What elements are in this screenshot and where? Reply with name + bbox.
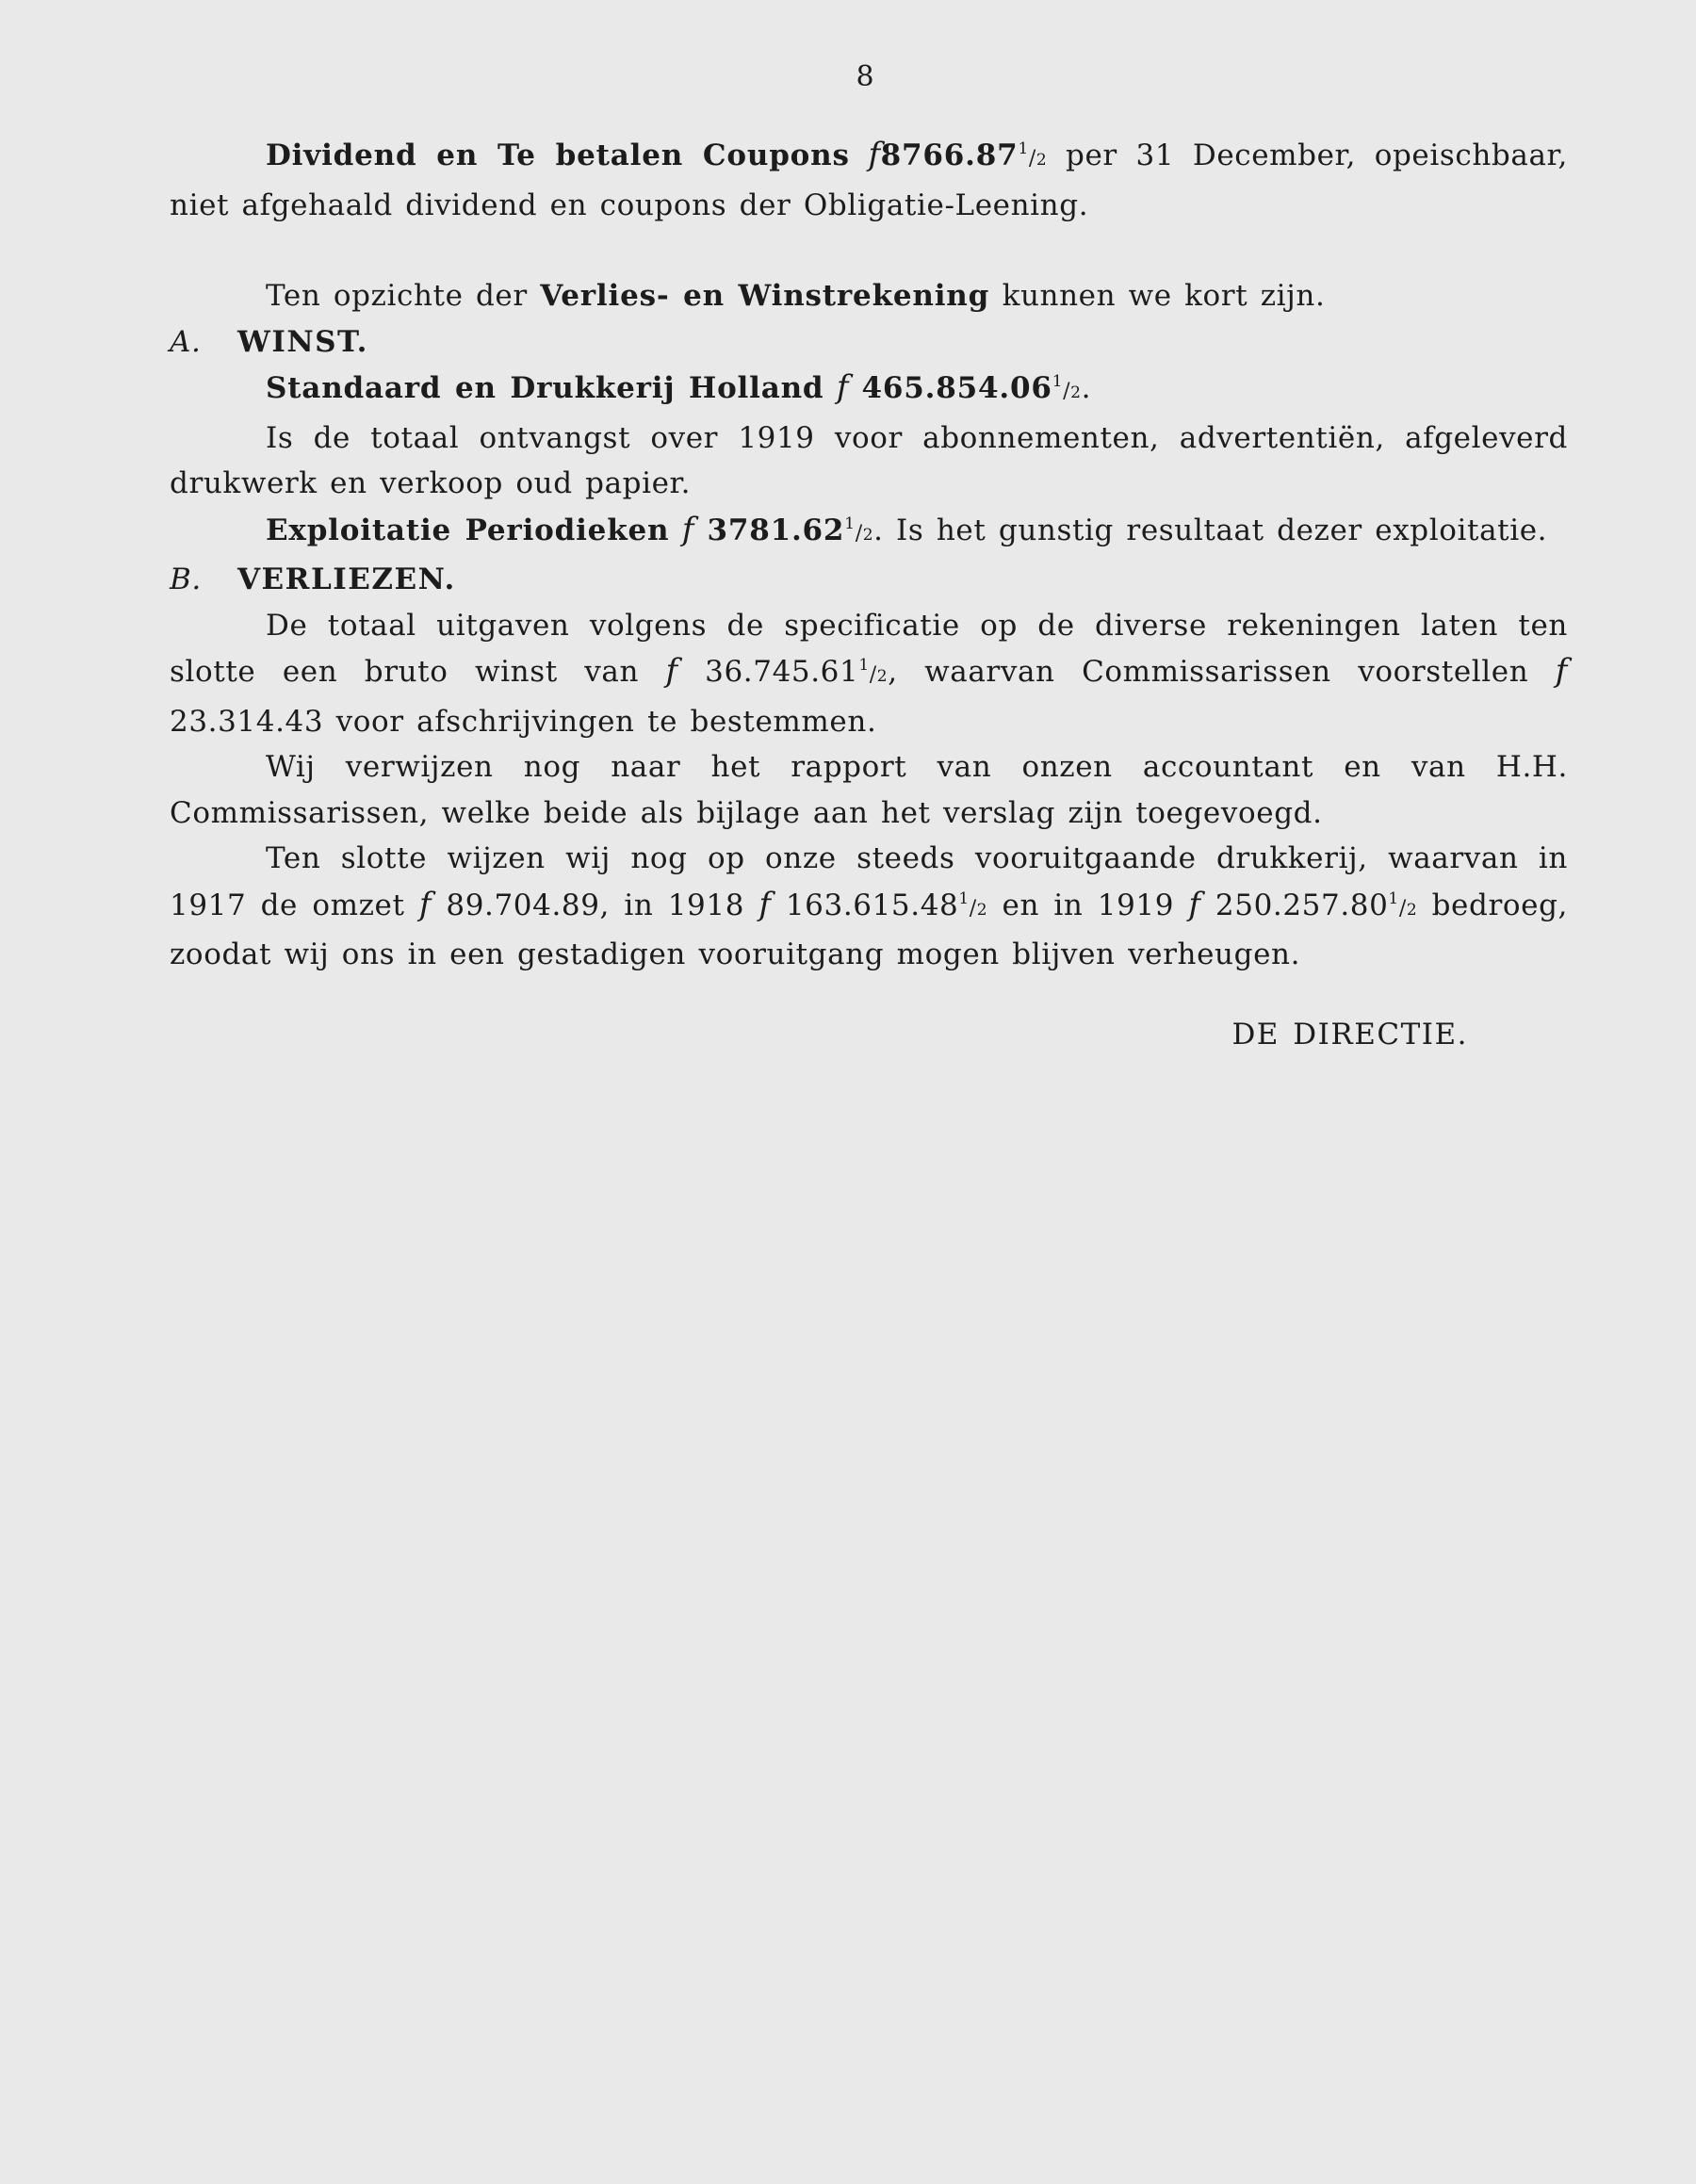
fraction-denominator: 2 bbox=[1070, 383, 1082, 402]
amount: 250.257.80 bbox=[1215, 888, 1389, 922]
bold-term: Standaard en Drukkerij Holland bbox=[266, 371, 824, 405]
guilder-sign: f bbox=[665, 652, 678, 690]
section-heading-verliezen bbox=[170, 557, 1568, 603]
paragraph-uitgaven: De totaal uitgaven volgens de specificatie op de diverse rekeningen laten ten slotte een bruto winst van f 36.745.61$^1$/2, waarvan Commissarissen voorstellen f 23.314.43 voor afschrijvingen te bestemmen. bbox=[170, 608, 1568, 739]
paragraph-text: Is de totaal ontvangst over 1919 voor abonnementen, advertentiën, afgeleverd drukwerk en verkoop oud papier. bbox=[170, 420, 1568, 500]
fraction-denominator: 2 bbox=[1406, 900, 1418, 920]
guilder-sign: f bbox=[868, 136, 881, 173]
fraction-numerator: 1 bbox=[1018, 139, 1029, 158]
paragraph-text: en in 1919 bbox=[987, 888, 1189, 922]
fraction-denominator: 2 bbox=[876, 667, 889, 686]
bold-term: Dividend en Te betalen Coupons bbox=[266, 139, 850, 172]
page-number: 8 bbox=[856, 60, 874, 93]
fraction-denominator: 2 bbox=[862, 525, 874, 545]
section-title: VERLIEZEN. bbox=[237, 562, 456, 596]
section-letter: A. bbox=[170, 324, 202, 359]
section-letter: B. bbox=[170, 562, 202, 596]
paragraph-text: Ten slotte wijzen wij nog op onze steeds vooruitgaande drukkerij, waarvan in 1917 de omzet bbox=[170, 841, 1568, 922]
amount: 23.314.43 bbox=[170, 704, 324, 739]
paragraph-text: Wij verwijzen nog naar het rapport van onzen accountant en van H.H. Commissarissen, welke beide als bijlage aan het verslag zijn toegevoegd. bbox=[170, 750, 1568, 830]
document-body bbox=[170, 132, 1568, 1057]
fraction-denominator: 2 bbox=[976, 900, 988, 920]
amount: 3781.62 bbox=[707, 513, 845, 547]
guilder-sign: f bbox=[681, 510, 694, 548]
guilder-sign: f bbox=[1555, 652, 1568, 690]
paragraph-text: voor afschrijvingen te bestemmen. bbox=[323, 704, 877, 739]
fraction-denominator: 2 bbox=[1036, 151, 1048, 170]
amount: 36.745.61 bbox=[705, 655, 859, 689]
paragraph-text: De totaal uitgaven volgens de specificatie op de diverse rekeningen laten ten slotte een bruto winst van bbox=[170, 608, 1568, 689]
guilder-sign: f bbox=[758, 885, 772, 923]
paragraph-ontvangst bbox=[170, 416, 1568, 507]
paragraph-text: kunnen we kort zijn. bbox=[989, 279, 1326, 313]
paragraph-text: . bbox=[1081, 371, 1092, 405]
paragraph-intro bbox=[170, 273, 1568, 319]
paragraph-text: , in 1918 bbox=[599, 888, 759, 922]
fraction-numerator: 1 bbox=[1388, 888, 1399, 908]
paragraph-text: Ten opzichte der bbox=[266, 279, 541, 313]
paragraph-standaard: Standaard en Drukkerij Holland f 465.854.06$^1$/2. bbox=[266, 368, 1092, 406]
amount: 163.615.48 bbox=[785, 888, 959, 922]
paragraph-text: , waarvan Commissarissen voorstellen bbox=[888, 655, 1556, 689]
section-title: WINST. bbox=[237, 324, 368, 359]
guilder-sign: f bbox=[1188, 885, 1201, 923]
fraction-numerator: 1 bbox=[958, 888, 970, 908]
amount: 465.854.06 bbox=[861, 371, 1052, 405]
guilder-sign: f bbox=[836, 368, 850, 406]
fraction-numerator: 1 bbox=[1052, 372, 1064, 391]
paragraph-text: . Is het gunstig resultaat dezer exploitatie. bbox=[873, 513, 1548, 547]
signature: DE DIRECTIE. bbox=[1231, 1017, 1468, 1051]
fraction-numerator: 1 bbox=[858, 656, 870, 675]
amount: 89.704.89 bbox=[446, 888, 600, 922]
paragraph-dividend: Dividend en Te betalen Coupons f8766.87$^1$/2 per 31 December, opeischbaar, niet afgehaald dividend en coupons der Obligatie-Leening. bbox=[170, 136, 1568, 222]
paragraph-text: per 31 December, opeischbaar, niet afgehaald dividend en coupons der Obligatie-Leening. bbox=[170, 139, 1568, 222]
paragraph-periodieken: Exploitatie Periodieken f 3781.62$^1$/2. Is het gunstig resultaat dezer exploitatie. bbox=[266, 510, 1548, 548]
paragraph-text: bedroeg, zoodat wij ons in een gestadigen vooruitgang mogen blijven verheugen. bbox=[170, 888, 1568, 971]
paragraph-drukkerij: Ten slotte wijzen wij nog op onze steeds vooruitgaande drukkerij, waarvan in 1917 de omzet f 89.704.89, in 1918 f 163.615.48$^1$/2 en in 1919 f 250.257.80$^1$/2 bedroeg, zoodat wij ons in een gestadigen vooruitgang mogen blijven verheugen. bbox=[170, 841, 1568, 971]
paragraph-rapport bbox=[170, 744, 1568, 836]
guilder-sign: f bbox=[418, 885, 432, 923]
amount: 8766.87 bbox=[880, 139, 1019, 172]
fraction-numerator: 1 bbox=[844, 513, 856, 533]
bold-term: Verlies- en Winstrekening bbox=[540, 279, 990, 313]
section-heading-winst bbox=[170, 319, 1568, 366]
bold-term: Exploitatie Periodieken bbox=[266, 513, 670, 547]
